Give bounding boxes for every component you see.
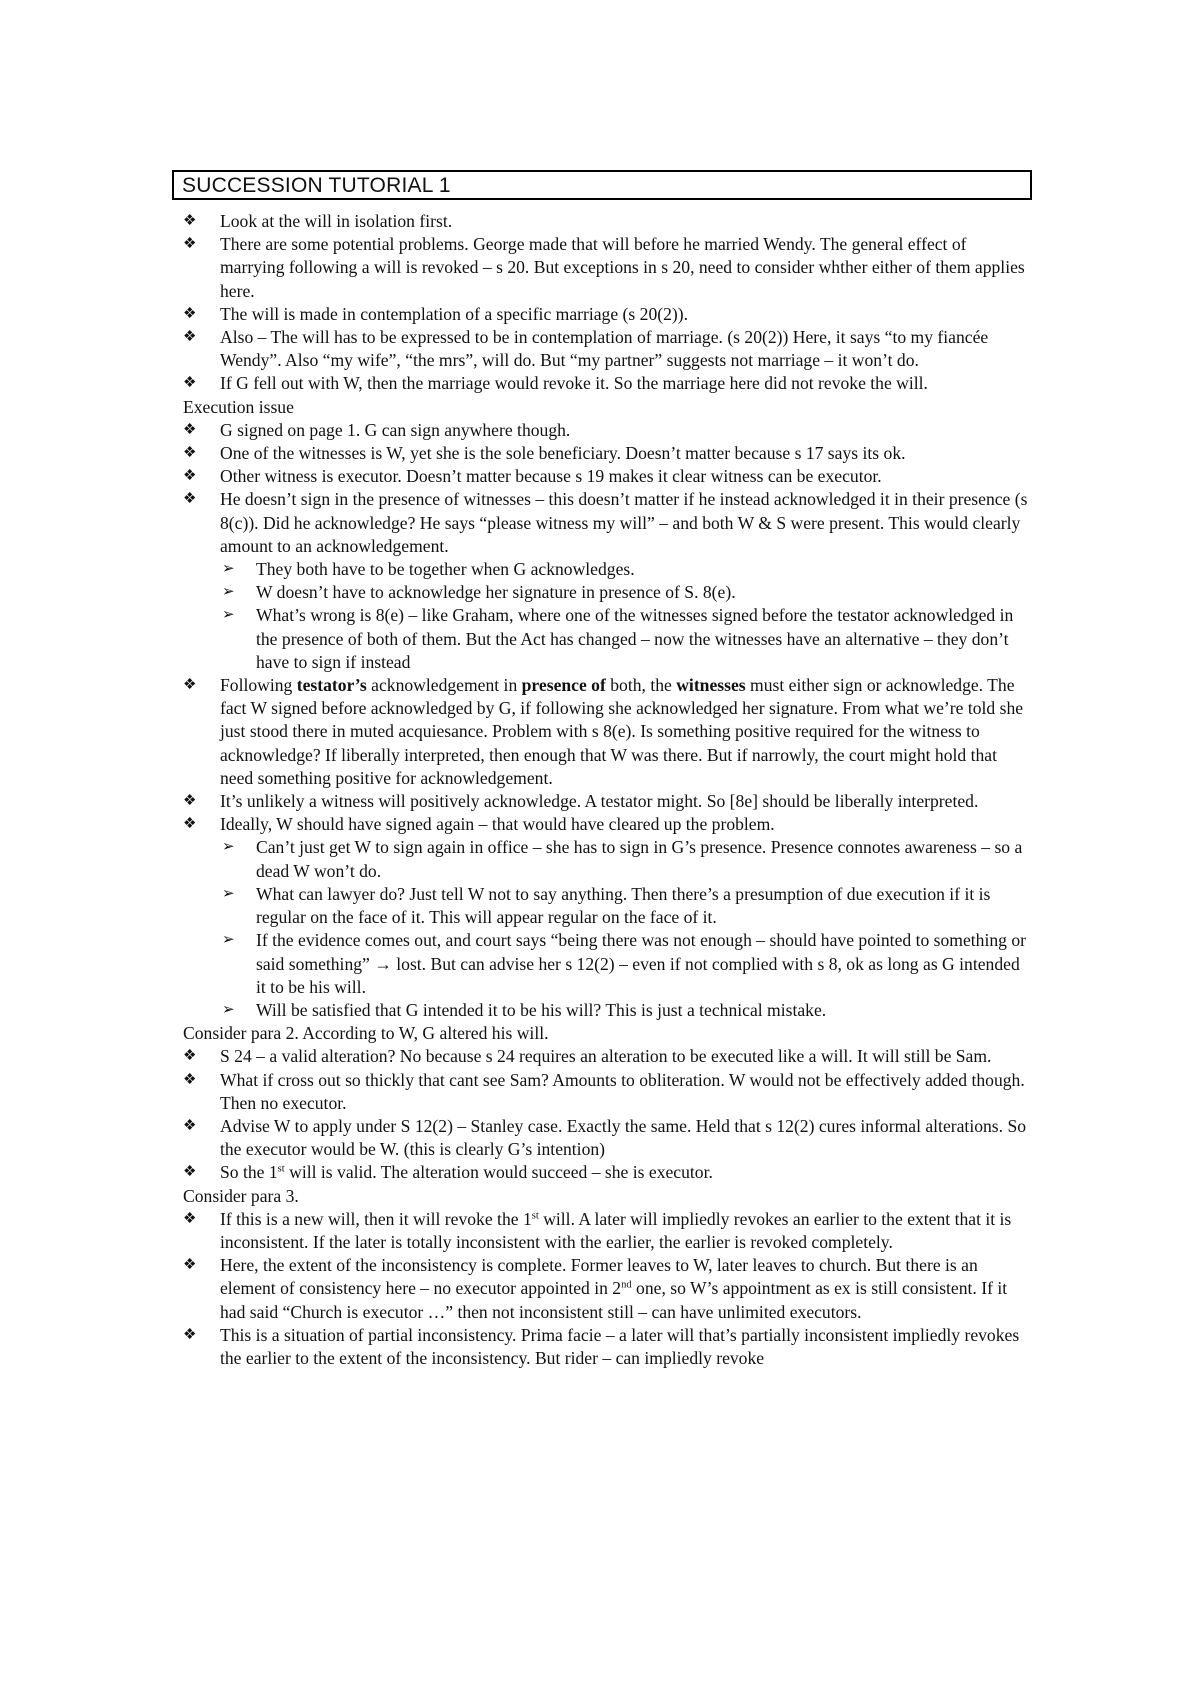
text-segment: One of the witnesses is W, yet she is the sole beneficiary. Doesn’t matter because s 17 says its ok. [220,443,906,464]
bold-text: testator’s [296,675,367,696]
text-segment: It’s unlikely a witness will positively acknowledge. A testator might. So [8e] should be liberally interpreted. [220,791,979,812]
bullet-item [183,1045,1033,1068]
arrowhead-bullet-icon: ➢ [222,839,235,856]
sub-bullet-item [183,581,1033,604]
text-segment: If G fell out with W, then the marriage would revoke it. So the marriage here did not revoke the will. [220,373,928,394]
text-segment: Here, the extent of the inconsistency is complete. Former leaves to W, later leaves to church. But there is an element of consistency here – no executor appointed in 2 [220,1255,978,1299]
text-segment: Following [220,675,297,696]
diamond-bullet-icon: ❖ [183,1257,197,1274]
text-segment: If the evidence comes out, and court says “being there was not enough – should have pointed to something or said something” [256,930,1027,974]
diamond-bullet-icon: ❖ [183,793,197,810]
bullet-item [183,1208,1033,1254]
document-body [183,210,1033,1370]
sub-bullet-item [183,558,1033,581]
text-segment: They both have to be together when G acknowledges. [256,559,635,580]
arrowhead-bullet-icon: ➢ [222,932,235,949]
text-segment: What can lawyer do? Just tell W not to say anything. Then there’s a presumption of due execution if it is regular on the face of it. This will appear regular on the face of it. [256,883,991,928]
diamond-bullet-icon: ❖ [183,1164,197,1181]
arrowhead-bullet-icon: ➢ [222,561,235,578]
text-segment: There are some potential problems. George made that will before he married Wendy. The general effect of marrying following a will is revoked – s 20. But exceptions in s 20, need to consider whther either of them applies here. [220,234,1025,301]
diamond-bullet-icon: ❖ [183,491,197,508]
bullet-item [183,442,1033,465]
diamond-bullet-icon: ❖ [183,468,197,485]
diamond-bullet-icon: ❖ [183,213,197,229]
section-heading [183,1185,1033,1208]
text-segment: Execution issue [183,396,294,417]
text-segment: S 24 – a valid alteration? No because s 24 requires an alteration to be executed like a will. It will still be Sam. [220,1046,992,1067]
bullet-item [183,674,1033,790]
text-segment: W doesn’t have to acknowledge her signature in presence of S. 8(e). [256,582,736,603]
title-box [172,170,1032,200]
bullet-item [183,1115,1033,1161]
sub-bullet-item [183,836,1033,882]
diamond-bullet-icon: ❖ [183,1117,197,1134]
diamond-bullet-icon: ❖ [183,445,197,462]
text-segment: He doesn’t sign in the presence of witnesses – this doesn’t matter if he instead acknowledged it in their presence (s 8(c)). Did he acknowledge? He says “please witness my will” – and both W & S were present. This would clearly amount to an acknowledgement. [220,489,1028,556]
bullet-item [183,372,1033,395]
superscript-text: st [531,1210,539,1222]
text-segment: Look at the will in isolation first. [220,211,453,231]
text-segment: What’s wrong is 8(e) – like Graham, where one of the witnesses signed before the testator acknowledged in the presence of both of them. But the Act has changed – now the witnesses have an alternative – they don’t have to sign if instead [256,605,1014,672]
arrowhead-bullet-icon: ➢ [222,584,235,601]
section-heading [183,396,1033,419]
diamond-bullet-icon: ❖ [183,421,197,438]
diamond-bullet-icon: ❖ [183,1210,197,1227]
bullet-item [183,326,1033,372]
bullet-item [183,465,1033,488]
bullet-item [183,1161,1033,1184]
page-title: SUCCESSION TUTORIAL 1 [182,174,451,197]
text-segment: will. A later will impliedly revokes an earlier to the extent that it is inconsistent. If the later is totally inconsistent with the earlier, the earlier is revoked completely. [220,1208,1012,1252]
text-segment: Other witness is executor. Doesn’t matter because s 19 makes it clear witness can be executor. [220,466,882,487]
text-segment: Consider para 3. [183,1185,299,1206]
bullet-item [183,488,1033,558]
text-segment: This is a situation of partial inconsistency. Prima facie – a later will that’s partially inconsistent impliedly revokes the earlier to the extent of the inconsistency. But rider – can impliedly revoke [220,1324,1020,1368]
text-segment: Consider para 2. According to W, G altered his will. [183,1023,549,1044]
text-segment: will is valid. The alteration would succeed – she is executor. [284,1162,713,1183]
text-segment: lost. But can advise her s 12(2) – even if not complied with s 8, ok as long as G intended it to be his will. [256,953,1020,997]
bullet-item [183,1254,1033,1324]
bullet-item [183,813,1033,836]
diamond-bullet-icon: ❖ [183,236,197,253]
bullet-item [183,790,1033,813]
text-segment: Also – The will has to be expressed to be in contemplation of marriage. (s 20(2)) Here, it says “to my fiancée Wendy”. Also “my wife”, “the mrs”, will do. But “my partner” suggests not marriage – it won’t do. [220,327,989,371]
text-segment: Ideally, W should have signed again – that would have cleared up the problem. [220,814,775,835]
arrowhead-bullet-icon: ➢ [222,1001,235,1018]
text-segment: If this is a new will, then it will revoke the 1 [220,1208,532,1229]
text-segment: The will is made in contemplation of a specific marriage (s 20(2)). [220,303,689,324]
superscript-text: nd [621,1280,632,1292]
diamond-bullet-icon: ❖ [183,677,197,694]
bullet-item [183,1324,1033,1370]
text-segment: Will be satisfied that G intended it to be his will? This is just a technical mistake. [256,999,827,1020]
diamond-bullet-icon: ❖ [183,1071,197,1088]
bullet-item [183,233,1033,303]
arrowhead-bullet-icon: ➢ [222,885,235,902]
diamond-bullet-icon: ❖ [183,1326,197,1343]
arrowhead-bullet-icon: ➢ [222,607,235,624]
text-segment: both, the [605,675,677,696]
bullet-item [183,303,1033,326]
text-segment: Advise W to apply under S 12(2) – Stanley case. Exactly the same. Held that s 12(2) cures informal alterations. So the executor would be W. (this is clearly G’s intention) [220,1115,1027,1160]
bullet-item [183,419,1033,442]
text-segment: G signed on page 1. G can sign anywhere though. [220,419,571,440]
text-segment: acknowledgement in [366,675,522,696]
bullet-item [183,210,1033,233]
section-heading [183,1022,1033,1045]
sub-bullet-item [183,604,1033,674]
diamond-bullet-icon: ❖ [183,1048,197,1065]
bullet-item [183,1069,1033,1115]
text-segment: So the 1 [220,1162,278,1183]
diamond-bullet-icon: ❖ [183,305,197,322]
sub-bullet-item [183,929,1033,999]
superscript-text: st [277,1164,285,1175]
text-segment: What if cross out so thickly that cant see Sam? Amounts to obliteration. W would not be effectively added though. Then no executor. [220,1069,1025,1113]
sub-bullet-item [183,883,1033,929]
text-segment: Can’t just get W to sign again in office – she has to sign in G’s presence. Presence connotes awareness – so a dead W won’t do. [256,837,1023,881]
diamond-bullet-icon: ❖ [183,816,197,833]
bold-text: presence of [521,675,606,696]
sub-bullet-item [183,999,1033,1022]
diamond-bullet-icon: ❖ [183,329,197,346]
diamond-bullet-icon: ❖ [183,375,197,392]
bold-text: → [374,953,392,974]
text-segment: one, so W’s appointment as ex is still consistent. If it had said “Church is executor …” then not inconsistent still – can have unlimited executors. [220,1278,1008,1322]
text-segment: must either sign or acknowledge. The fact W signed before acknowledged by G, if following she acknowledged her signature. From what we’re told she just stood there in muted acquiesance. Problem with s 8(e). Is something positive required for the witness to acknowledge? If liberally interpreted, then enough that W was there. But if narrowly, the court might hold that need something positive for acknowledgement. [220,675,1024,788]
bold-text: witnesses [676,675,746,696]
